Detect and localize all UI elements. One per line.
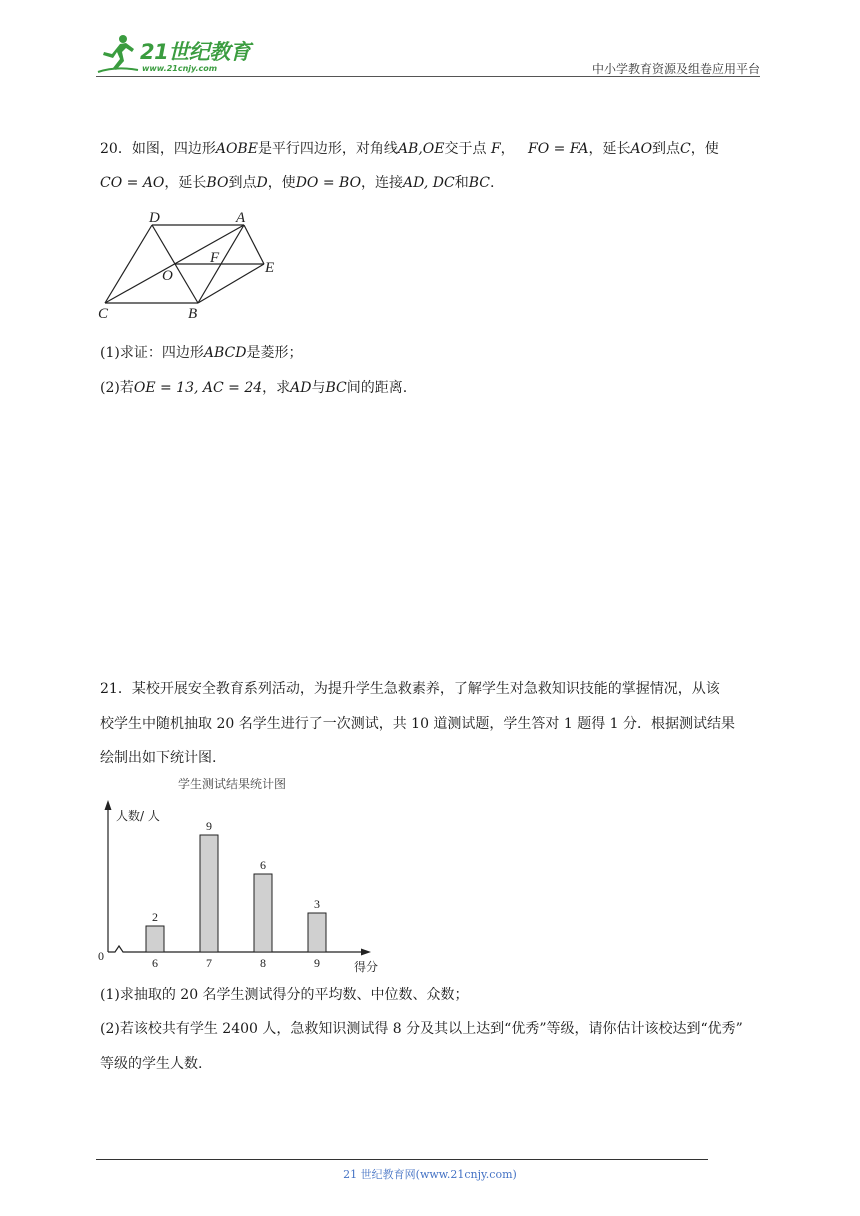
header-divider xyxy=(96,76,760,77)
bar-value-label-6: 2 xyxy=(152,910,158,924)
origin-label: 0 xyxy=(98,949,104,963)
q20-line-1: 20．如图，四边形AOBE是平行四边形，对角线AB,OE交于点 F， FO = FA，延长AO到点C，使 xyxy=(100,141,719,157)
bar-chart xyxy=(90,770,400,980)
x-tick-label-7: 7 xyxy=(206,956,212,970)
x-axis-label: 得分 xyxy=(354,960,379,974)
x-tick-label-8: 8 xyxy=(260,956,266,970)
bar-7 xyxy=(200,835,218,952)
y-axis-label: 人数/ 人 xyxy=(116,809,160,823)
x-tick-label-9: 9 xyxy=(314,956,320,970)
parallelogram-figure xyxy=(95,205,295,325)
q21-part-2: (2)若该校共有学生 2400 人，急救知识测试得 8 分及其以上达到“优秀”等级，请你估计该校达到“优秀” xyxy=(100,1021,743,1037)
bars-group xyxy=(146,819,326,970)
x-axis-arrow-icon xyxy=(361,949,371,956)
q21-line-2: 校学生中随机抽取 20 名学生进行了一次测试，共 10 道测试题，学生答对 1 题得 1 分．根据测试结果 xyxy=(100,716,736,732)
label-b: B xyxy=(188,306,198,322)
label-e: E xyxy=(265,260,275,276)
label-d: D xyxy=(149,210,160,226)
segment-dc xyxy=(105,225,152,303)
q21-line-3: 绘制出如下统计图. xyxy=(100,750,217,766)
label-o: O xyxy=(162,268,173,284)
logo-text: 21世纪教育 xyxy=(140,40,251,64)
chart-title: 学生测试结果统计图 xyxy=(178,777,287,791)
bar-value-label-7: 9 xyxy=(206,819,212,833)
q21-line-1: 21．某校开展安全教育系列活动，为提升学生急救素养，了解学生对急救知识技能的掌握情况，从该 xyxy=(100,681,720,697)
label-a: A xyxy=(236,210,246,226)
bar-value-label-9: 3 xyxy=(314,897,320,911)
segment-be xyxy=(198,264,264,303)
q20-part-1: (1)求证：四边形ABCD是菱形； xyxy=(100,345,303,361)
site-logo[interactable] xyxy=(96,30,266,78)
label-f: F xyxy=(210,250,220,266)
bar-6 xyxy=(146,926,164,952)
bar-value-label-8: 6 xyxy=(260,858,266,872)
x-tick-label-6: 6 xyxy=(152,956,158,970)
q20-line-2: CO = AO，延长BO到点D，使DO = BO，连接AD, DC和BC. xyxy=(100,175,495,191)
bar-9 xyxy=(308,913,326,952)
runner-logo-icon xyxy=(96,32,140,76)
bar-8 xyxy=(254,874,272,952)
footer-divider xyxy=(96,1159,708,1160)
page-header xyxy=(96,30,760,78)
q20-part-2: (2)若OE = 13, AC = 24，求AD与BC间的距离. xyxy=(100,380,408,396)
label-c: C xyxy=(98,306,109,322)
y-axis-arrow-icon xyxy=(105,800,112,810)
platform-name: 中小学教育资源及组卷应用平台 xyxy=(591,62,760,76)
footer-link[interactable]: 21 世纪教育网(www.21cnjy.com) xyxy=(343,1168,517,1181)
logo-url: www.21cnjy.com xyxy=(142,64,218,73)
segment-ae xyxy=(244,225,264,264)
q21-part-3: 等级的学生人数. xyxy=(100,1056,203,1072)
q21-part-1: (1)求抽取的 20 名学生测试得分的平均数、中位数、众数； xyxy=(100,987,469,1003)
